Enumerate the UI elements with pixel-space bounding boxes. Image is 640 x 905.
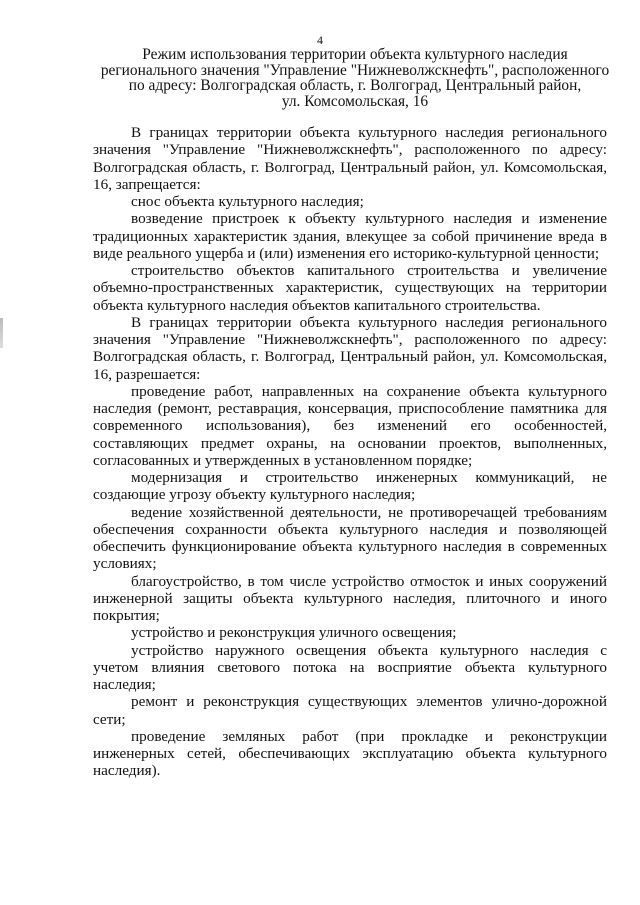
title-line: Режим использования территории объекта культурного наследия (142, 46, 568, 63)
paragraph-item: возведение пристроек к объекту культурного наследия и изменение традиционных характеристик здания, влекущее за собой причинение вреда в виде реального ущерба и (или) изменения его историко-культурной ценности; (93, 210, 607, 262)
document-title (90, 47, 620, 109)
title-line: по адресу: Волгоградская область, г. Волгоград, Центральный район, (128, 77, 582, 94)
title-line: ул. Комсомольская, 16 (281, 92, 429, 110)
document-body (93, 124, 607, 780)
paragraph-item: ремонт и реконструкция существующих элементов улично-дорожной сети; (93, 693, 607, 728)
paragraph-item: строительство объектов капитального строительства и увеличение объемно-пространственных характеристик, существующих на территории объекта культурного наследия объектов капитального строительства. (93, 262, 607, 314)
title-line: регионального значения "Управление "Нижневолжскнефть", расположенного (100, 61, 610, 79)
paragraph-item: устройство и реконструкция уличного освещения; (131, 624, 457, 642)
paragraph-permitted-intro: В границах территории объекта культурного наследия регионального значения "Управление "Нижневолжскнефть", расположенного по адресу: Волгоградская область, г. Волгоград, Центральный район, ул. Комсомольская, 16, разрешается: (93, 313, 607, 383)
scan-edge-mark (0, 318, 3, 348)
paragraph-item: снос объекта культурного наследия; (131, 193, 364, 210)
paragraph-item: благоустройство, в том числе устройство отмосток и иных сооружений инженерной защиты объекта культурного наследия, плиточного и иного покрытия; (93, 572, 607, 624)
paragraph-prohibited-intro: В границах территории объекта культурного наследия регионального значения "Управление "Нижневолжскнефть", расположенного по адресу: Волгоградская область, г. Волгоград, Центральный район, ул. Комсомольская, 16, запрещается: (93, 124, 607, 193)
page-number: 4 (317, 33, 323, 47)
paragraph-item: ведение хозяйственной деятельности, не противоречащей требованиям обеспечения сохранности объекта культурного наследия и позволяющей обеспечить функционирование объекта культурного наследия в современных условиях; (93, 503, 607, 573)
paragraph-item: проведение работ, направленных на сохранение объекта культурного наследия (ремонт, реставрация, консервация, приспособление памятника для современного использования), без изменений его особенностей, составляющих предмет охраны, на основании проектов, выполненных, согласованных и утвержденных в установленном порядке; (93, 382, 607, 469)
paragraph-item: модернизация и строительство инженерных коммуникаций, не создающие угрозу объекту культурного наследия; (93, 469, 607, 504)
paragraph-item: проведение земляных работ (при прокладке и реконструкции инженерных сетей, обеспечивающих эксплуатацию объекта культурного наследия). (93, 727, 607, 780)
paragraph-item: устройство наружного освещения объекта культурного наследия с учетом влияния светового потока на восприятие объекта культурного наследия; (93, 641, 607, 693)
